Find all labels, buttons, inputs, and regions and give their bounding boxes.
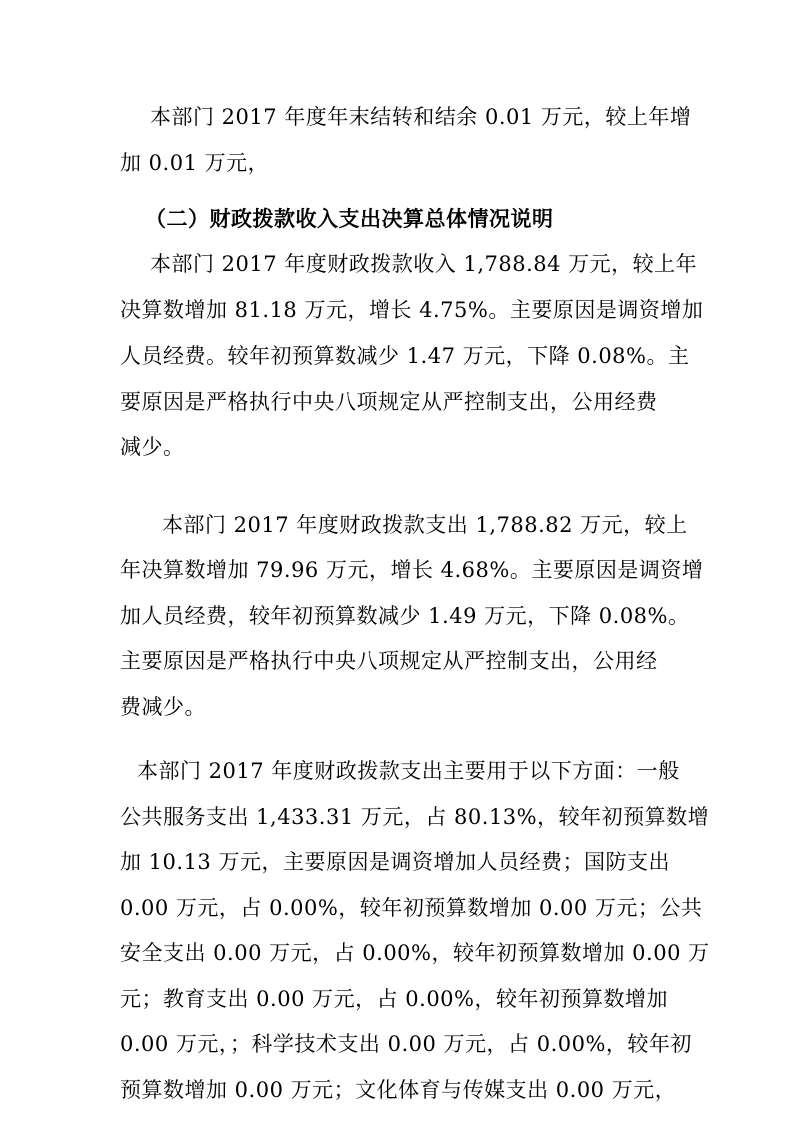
paragraph-line: 公共服务支出 1,433.31 万元，占 80.13%，较年初预算数增 <box>120 805 710 829</box>
paragraph-line: 本部门 2017 年度年末结转和结余 0.01 万元，较上年增 <box>150 105 692 129</box>
paragraph-line: 年决算数增加 79.96 万元，增长 4.68%。主要原因是调资增 <box>120 558 704 582</box>
paragraph-line: 费减少。 <box>120 695 206 719</box>
paragraph-line: 决算数增加 81.18 万元，增长 4.75%。主要原因是调资增加 <box>120 298 704 322</box>
paragraph-line: 预算数增加 0.00 万元；文化体育与传媒支出 0.00 万元， <box>120 1078 677 1102</box>
section-heading: （二）财政拨款收入支出决算总体情况说明 <box>145 206 554 231</box>
paragraph-line: 要原因是严格执行中央八项规定从严控制支出，公用经费 <box>120 390 658 414</box>
paragraph-line: 0.00 万元，占 0.00%，较年初预算数增加 0.00 万元；公共 <box>120 896 703 920</box>
paragraph-line: 本部门 2017 年度财政拨款收入 1,788.84 万元，较上年 <box>150 252 698 276</box>
paragraph-line: 本部门 2017 年度财政拨款支出主要用于以下方面：一般 <box>137 759 680 783</box>
paragraph-line: 加 0.01 万元， <box>120 151 270 175</box>
paragraph-line: 主要原因是严格执行中央八项规定从严控制支出，公用经 <box>120 649 658 673</box>
paragraph-line: 人员经费。较年初预算数减少 1.47 万元，下降 0.08%。主 <box>120 344 690 368</box>
paragraph-line: 减少。 <box>120 435 185 459</box>
paragraph-line: 加人员经费，较年初预算数减少 1.49 万元，下降 0.08%。 <box>120 604 690 628</box>
paragraph-line: 0.00 万元，；科学技术支出 0.00 万元，占 0.00%，较年初 <box>120 1032 692 1056</box>
paragraph-line: 元；教育支出 0.00 万元，占 0.00%，较年初预算数增加 <box>120 987 668 1011</box>
paragraph-line: 本部门 2017 年度财政拨款支出 1,788.82 万元，较上 <box>162 513 688 537</box>
paragraph-line: 加 10.13 万元，主要原因是调资增加人员经费；国防支出 <box>120 850 670 874</box>
paragraph-line: 安全支出 0.00 万元，占 0.00%，较年初预算数增加 0.00 万 <box>120 941 710 965</box>
